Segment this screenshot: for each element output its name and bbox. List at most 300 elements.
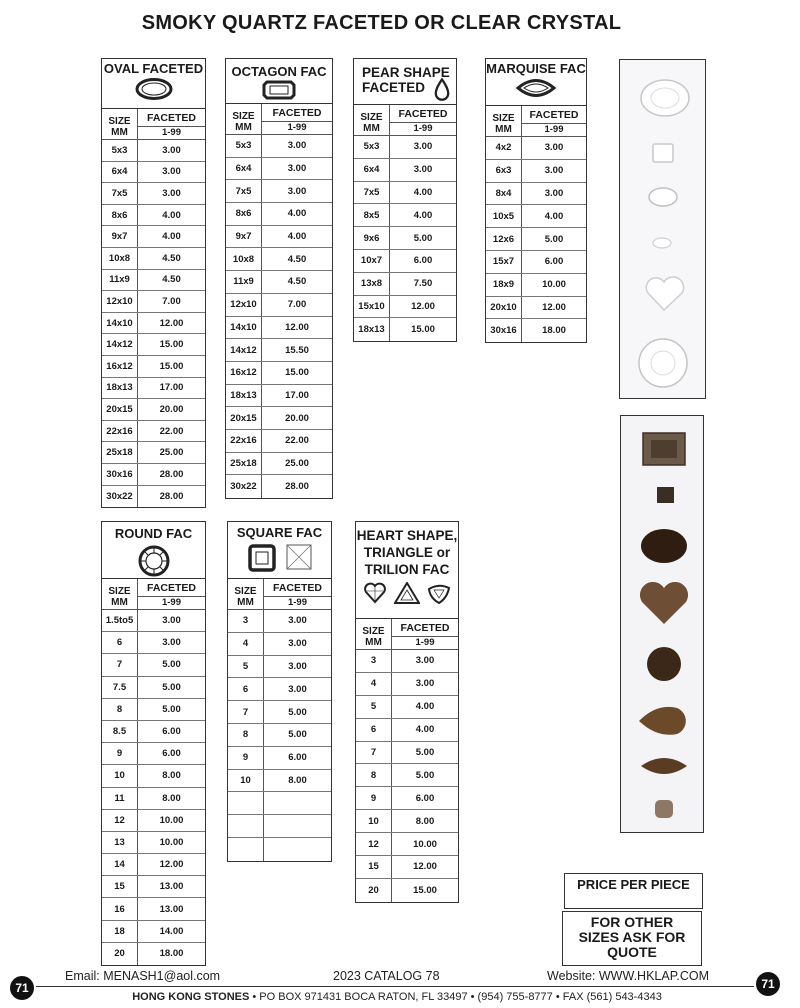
table-row (228, 678, 331, 701)
price-cell (264, 815, 331, 837)
size-cell: 3 (228, 610, 264, 632)
table-row (102, 898, 205, 920)
size-cell: 9 (356, 787, 392, 809)
qty-label: 1-99 (415, 637, 435, 648)
price-cell: 15.00 (285, 367, 309, 379)
price-cell: 17.00 (159, 382, 184, 394)
size-label: SIZE (362, 626, 385, 637)
size-cell: 18x13 (102, 378, 138, 399)
table-title: MARQUISE FAC (486, 61, 586, 76)
table-row (354, 227, 456, 250)
price-cell: 3.00 (287, 140, 307, 152)
size-cell: 12x10 (226, 294, 262, 316)
pear-gem-icon (434, 78, 450, 102)
price-cell: 8.00 (288, 774, 307, 786)
table-row (102, 291, 205, 313)
footer-address (40, 991, 754, 1004)
price-cell: 17.00 (285, 389, 309, 401)
price-cell: 15.00 (411, 324, 435, 336)
table-row (102, 162, 205, 184)
table-row (486, 205, 586, 228)
table-row (226, 180, 332, 203)
price-cell: 12.00 (159, 317, 184, 329)
table-row (226, 362, 332, 385)
table-row (356, 673, 458, 696)
table-row (228, 815, 331, 838)
table-row (486, 183, 586, 206)
table-row (102, 921, 205, 943)
price-cell: 12.00 (285, 321, 309, 333)
price-cell: 3.00 (415, 678, 435, 690)
round-gem-icon (137, 544, 171, 578)
size-cell: 12 (102, 810, 138, 831)
mm-label: MM (111, 127, 128, 138)
mm-label: MM (111, 597, 128, 608)
qty-label: 1-99 (161, 597, 181, 608)
price-cell: 3.00 (162, 166, 181, 178)
size-cell: 10x5 (486, 205, 522, 227)
page-number-right: 71 (756, 972, 780, 996)
table-row (356, 833, 458, 856)
table-title: ROUND FAC (114, 526, 193, 541)
price-cell: 18.00 (159, 948, 184, 960)
price-cell: 4.00 (413, 209, 433, 221)
size-cell: 4 (356, 673, 392, 695)
price-cell: 12.00 (411, 300, 435, 312)
size-cell: 9x6 (354, 227, 390, 249)
mm-label: MM (365, 637, 382, 648)
size-cell: 20x15 (226, 407, 262, 429)
size-cell: 14x10 (226, 317, 262, 339)
size-cell: 30x22 (102, 486, 138, 508)
square-outline-icon (286, 544, 312, 570)
size-cell: 15 (356, 856, 392, 878)
size-cell: 5x3 (226, 135, 262, 157)
table-row (102, 464, 205, 486)
octagon-price-table (225, 58, 333, 499)
price-cell: 25.00 (285, 457, 309, 469)
size-cell: 14x10 (102, 313, 138, 334)
price-cell: 25.00 (159, 447, 184, 459)
size-cell: 8x5 (354, 204, 390, 226)
price-cell: 3.00 (162, 144, 181, 156)
clear-crystal-photo (619, 59, 706, 399)
price-cell: 10.00 (413, 838, 437, 850)
footer-email: Email: MENASH1@aol.com (65, 969, 221, 983)
price-cell: 22.00 (159, 425, 184, 437)
table-row (102, 943, 205, 965)
price-cell: 7.50 (413, 278, 433, 290)
table-title-line1: PEAR SHAPE (362, 65, 450, 80)
price-cell: 3.00 (162, 637, 181, 649)
qty-label: 1-99 (287, 122, 307, 133)
square-gem-icon (248, 544, 276, 572)
price-cell: 3.00 (288, 660, 307, 672)
size-cell: 6 (102, 632, 138, 653)
table-row (356, 650, 458, 673)
size-cell: 6x4 (102, 162, 138, 183)
size-cell: 5x3 (354, 136, 390, 158)
table-row (102, 854, 205, 876)
price-cell: 14.00 (159, 925, 184, 937)
size-cell: 7 (228, 701, 264, 723)
price-cell: 10.00 (542, 279, 566, 291)
size-cell: 8.5 (102, 721, 138, 742)
marquise-price-table (485, 58, 587, 343)
table-row (226, 226, 332, 249)
size-cell: 18 (102, 921, 138, 942)
price-cell: 8.00 (162, 792, 181, 804)
table-title-line2: FACETED (362, 80, 426, 95)
table-row (356, 810, 458, 833)
size-cell: 8 (356, 764, 392, 786)
price-cell: 6.00 (413, 255, 433, 267)
smoky-quartz-photo (620, 415, 704, 833)
size-cell: 30x16 (102, 464, 138, 485)
table-row (356, 742, 458, 765)
table-row (102, 677, 205, 699)
size-label: SIZE (232, 111, 255, 122)
footer-website: Website: WWW.HKLAP.COM (547, 969, 710, 983)
size-cell: 20x15 (102, 399, 138, 420)
table-row (228, 701, 331, 724)
footer-divider (36, 986, 754, 987)
size-cell: 14x12 (102, 334, 138, 355)
price-cell: 20.00 (159, 403, 184, 415)
size-cell: 18x13 (226, 385, 262, 407)
size-cell: 7x5 (102, 183, 138, 204)
size-cell: 7 (356, 742, 392, 764)
table-row (354, 204, 456, 227)
size-cell: 30x16 (486, 319, 522, 342)
table-row (102, 205, 205, 227)
table-row (354, 273, 456, 296)
size-cell: 22x16 (226, 430, 262, 452)
oval-gem-icon (134, 77, 174, 101)
size-cell: 7x5 (354, 182, 390, 204)
table-row (102, 226, 205, 248)
size-cell: 7.5 (102, 677, 138, 698)
price-cell: 3.00 (162, 187, 181, 199)
table-row (356, 787, 458, 810)
table-row (228, 633, 331, 656)
table-row (226, 407, 332, 430)
table-row (486, 251, 586, 274)
size-cell: 5x3 (102, 140, 138, 161)
price-cell: 8.00 (415, 815, 435, 827)
price-cell: 3.00 (413, 164, 433, 176)
price-cell: 5.00 (415, 747, 435, 758)
table-row (102, 743, 205, 765)
table-row (354, 159, 456, 182)
heart-triangle-price-table (355, 521, 459, 903)
size-cell: 9 (102, 743, 138, 764)
price-cell: 5.00 (162, 681, 181, 693)
table-row (102, 334, 205, 356)
size-cell: 8 (102, 699, 138, 720)
price-cell: 6.00 (415, 792, 435, 804)
qty-label: 1-99 (287, 597, 307, 608)
price-cell: 4.50 (162, 252, 181, 264)
price-cell (264, 838, 331, 861)
size-cell: 5 (228, 656, 264, 678)
table-row (486, 160, 586, 183)
size-cell: 4x2 (486, 137, 522, 159)
size-cell: 25x18 (102, 442, 138, 463)
size-label: SIZE (360, 112, 383, 123)
size-cell: 15x7 (486, 251, 522, 273)
table-row (226, 203, 332, 226)
price-cell: 3.00 (415, 655, 435, 667)
size-cell: 12 (356, 833, 392, 855)
table-row (102, 610, 205, 632)
size-cell: 11x9 (226, 271, 262, 293)
smoky-quartz-stones-icon (621, 416, 703, 832)
size-cell (228, 815, 264, 837)
table-row (102, 248, 205, 270)
table-row (102, 356, 205, 378)
size-cell: 16x12 (226, 362, 262, 384)
table-row (226, 271, 332, 294)
size-cell: 18x13 (354, 318, 390, 341)
table-row (226, 317, 332, 340)
table-row (354, 318, 456, 341)
table-row (354, 296, 456, 319)
price-cell: 4.00 (287, 208, 307, 220)
size-cell: 11 (102, 788, 138, 809)
price-cell: 4.00 (415, 724, 435, 736)
size-cell (228, 838, 264, 861)
price-cell: 28.00 (285, 481, 309, 493)
table-row (102, 270, 205, 292)
price-cell: 3.00 (288, 615, 307, 627)
price-cell: 7.00 (162, 295, 181, 307)
table-row (486, 228, 586, 251)
price-cell: 5.00 (162, 659, 181, 671)
footer-catalog: 2023 CATALOG 78 (333, 969, 440, 983)
size-cell: 9x7 (102, 226, 138, 247)
size-cell: 18x9 (486, 274, 522, 296)
price-cell: 3.00 (544, 142, 564, 154)
table-row (102, 486, 205, 508)
size-cell: 13 (102, 832, 138, 853)
price-cell: 4.50 (287, 253, 307, 265)
size-label: SIZE (234, 586, 257, 597)
table-row (102, 876, 205, 898)
price-cell: 6.00 (162, 748, 181, 760)
page-title: SMOKY QUARTZ FACETED OR CLEAR CRYSTAL (141, 12, 622, 34)
table-title-line1: HEART SHAPE, (356, 528, 458, 543)
size-cell: 4 (228, 633, 264, 655)
table-row (102, 378, 205, 400)
size-cell: 14 (102, 854, 138, 875)
price-cell: 4.50 (162, 274, 181, 286)
size-label: SIZE (108, 586, 131, 597)
size-cell: 16 (102, 898, 138, 919)
table-row (102, 313, 205, 335)
mm-label: MM (235, 122, 252, 133)
clear-crystal-stones-icon (620, 60, 705, 398)
price-cell: 12.00 (542, 301, 566, 313)
size-cell: 6x3 (486, 160, 522, 182)
price-cell: 5.00 (413, 232, 433, 244)
table-row (356, 719, 458, 742)
table-row (228, 724, 331, 747)
size-cell: 20x10 (486, 297, 522, 319)
table-row (486, 297, 586, 320)
price-cell: 3.00 (288, 683, 307, 695)
price-cell: 4.50 (287, 276, 307, 288)
price-cell: 28.00 (159, 468, 184, 480)
table-row (226, 453, 332, 476)
size-cell: 6x4 (354, 159, 390, 181)
faceted-label: FACETED (522, 106, 586, 124)
table-row (226, 158, 332, 181)
octagon-gem-icon (262, 80, 296, 100)
size-cell: 8 (228, 724, 264, 746)
size-cell: 8x6 (226, 203, 262, 225)
price-cell: 15.00 (159, 339, 184, 351)
table-title: OVAL FACETED (103, 61, 204, 76)
size-cell: 20 (102, 943, 138, 965)
price-cell: 18.00 (542, 325, 566, 337)
size-cell: 30x22 (226, 475, 262, 498)
size-cell: 8x6 (102, 205, 138, 226)
table-row (356, 764, 458, 787)
faceted-label: FACETED (138, 579, 205, 597)
price-per-piece-note (564, 873, 703, 909)
price-cell: 6.00 (162, 726, 181, 738)
price-cell: 12.00 (159, 859, 184, 871)
price-cell: 3.00 (162, 615, 181, 627)
heart-gem-icon (363, 582, 387, 604)
size-cell: 6x4 (226, 158, 262, 180)
company-name: HONG KONG STONES (132, 991, 250, 1003)
size-cell: 22x16 (102, 421, 138, 442)
table-title-line3: TRILION FAC (364, 562, 450, 577)
table-row (228, 610, 331, 633)
faceted-label: FACETED (264, 579, 331, 597)
price-cell: 15.00 (413, 884, 437, 896)
table-row (226, 294, 332, 317)
size-cell: 12x10 (102, 291, 138, 312)
size-cell (228, 792, 264, 814)
size-cell: 10 (228, 770, 264, 792)
price-cell: 5.00 (288, 729, 307, 741)
size-cell: 14x12 (226, 339, 262, 361)
table-row (228, 747, 331, 770)
size-cell: 10x8 (226, 248, 262, 270)
price-cell: 6.00 (544, 256, 564, 268)
size-cell: 25x18 (226, 453, 262, 475)
faceted-label: FACETED (138, 109, 205, 127)
price-cell: 5.00 (288, 706, 307, 718)
table-row (102, 788, 205, 810)
oval-price-table (101, 58, 206, 508)
price-cell: 20.00 (285, 412, 309, 424)
faceted-label: FACETED (262, 104, 332, 122)
price-per-piece-text: PRICE PER PIECE (577, 877, 690, 892)
table-row (356, 696, 458, 719)
size-cell: 9 (228, 747, 264, 769)
price-cell: 4.00 (413, 186, 433, 198)
price-cell: 4.00 (544, 210, 564, 222)
address-text: • PO BOX 971431 BOCA RATON, FL 33497 • (954) 755-8777 • FAX (561) 543-4343 (249, 991, 662, 1003)
marquise-gem-icon (516, 77, 556, 99)
qty-label: 1-99 (413, 123, 433, 134)
size-cell: 8x4 (486, 183, 522, 205)
table-row (354, 136, 456, 159)
price-cell: 4.00 (287, 231, 307, 243)
size-cell: 10 (102, 765, 138, 786)
price-cell: 5.00 (544, 233, 564, 245)
size-cell: 15 (102, 876, 138, 897)
price-cell: 22.00 (285, 435, 309, 447)
round-price-table (101, 521, 206, 966)
page-number-left: 71 (10, 976, 34, 1000)
qty-label: 1-99 (544, 124, 564, 135)
pear-price-table (353, 58, 457, 342)
price-cell: 13.00 (159, 881, 184, 893)
price-cell: 4.00 (162, 231, 181, 243)
trilliant-gem-icon (427, 582, 451, 604)
table-row (102, 632, 205, 654)
table-row (228, 656, 331, 679)
size-cell: 7x5 (226, 180, 262, 202)
price-cell: 12.00 (413, 861, 437, 873)
table-row (354, 250, 456, 273)
size-cell: 15x10 (354, 296, 390, 318)
price-cell: 3.00 (288, 638, 307, 650)
size-cell: 6 (356, 719, 392, 741)
table-row (102, 421, 205, 443)
table-row (102, 183, 205, 205)
faceted-label: FACETED (390, 105, 456, 123)
price-cell: 8.00 (162, 770, 181, 782)
table-row (354, 182, 456, 205)
table-row (102, 140, 205, 162)
mm-label: MM (495, 124, 512, 135)
square-price-table (227, 521, 332, 862)
other-sizes-text: FOR OTHER SIZES ASK FOR QUOTE (578, 914, 686, 960)
table-title: OCTAGON FAC (231, 64, 327, 79)
price-cell: 3.00 (413, 141, 433, 153)
faceted-label: FACETED (392, 619, 458, 637)
size-cell: 1.5to5 (102, 610, 138, 631)
price-cell: 7.00 (287, 299, 307, 311)
price-cell: 4.00 (415, 701, 435, 713)
size-cell: 7 (102, 654, 138, 675)
price-cell: 3.00 (544, 187, 564, 199)
table-row (486, 137, 586, 160)
price-cell: 15.00 (159, 360, 184, 372)
price-cell: 13.00 (159, 903, 184, 915)
size-label: SIZE (108, 116, 131, 127)
table-row (102, 810, 205, 832)
table-row (226, 385, 332, 408)
table-row (102, 832, 205, 854)
table-row (356, 879, 458, 902)
size-cell: 10x7 (354, 250, 390, 272)
mm-label: MM (363, 123, 380, 134)
table-row (102, 399, 205, 421)
price-cell: 10.00 (159, 836, 184, 848)
table-row (102, 765, 205, 787)
table-row (226, 430, 332, 453)
size-cell: 3 (356, 650, 392, 672)
size-cell: 10 (356, 810, 392, 832)
table-row (228, 838, 331, 861)
